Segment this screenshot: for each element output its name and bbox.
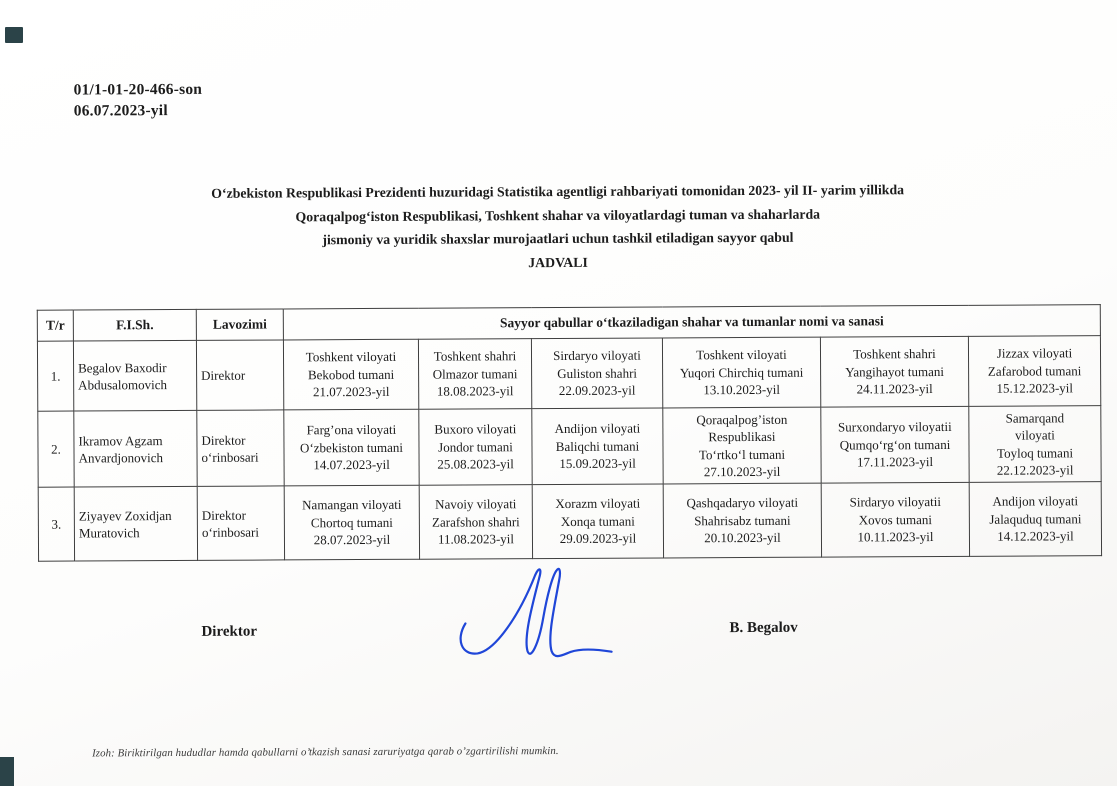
table-header-fish: F.I.Sh. (73, 309, 196, 341)
row-number: 2. (38, 411, 74, 487)
director-label: Direktor (201, 623, 258, 640)
table-row (38, 406, 1101, 488)
visit-cell: Navoiy viloyati Zarafshon shahri 11.08.2023-yil (419, 485, 532, 560)
visit-cell: Toshkent viloyati Bekobod tumani 21.07.2023-yil (283, 339, 418, 410)
visit-cell: Farg’ona viloyati O‘zbekiston tumani 14.07.2023-yil (284, 409, 419, 486)
ref-date: 06.07.2023-yil (73, 102, 168, 120)
visit-cell: Surxondaryo viloyatii Qumqo‘rg‘on tumani 17.11.2023-yil (821, 406, 969, 483)
person-position: Direktor (196, 340, 283, 410)
table-header-lavozimi: Lavozimi (196, 309, 283, 340)
table-row (37, 336, 1100, 412)
visit-cell: Sirdaryo viloyatii Xovos tumani 10.11.2023-yil (821, 482, 969, 557)
table-row (38, 482, 1101, 562)
visit-cell: Qoraqalpog’iston Respublikasi To‘rtko‘l tumani 27.10.2023-yil (663, 407, 821, 484)
signer-name: B. Begalov (729, 619, 798, 637)
person-name: Ziyayev Zoxidjan Muratovich (74, 486, 197, 561)
table-header-tr: T/r (37, 310, 73, 341)
document-title-line-3: jismoniy va yuridik shaxslar murojaatlari uchun tashkil etiladigan sayyor qabul (322, 229, 794, 248)
visit-cell: Namangan viloyati Chortoq tumani 28.07.2023-yil (284, 485, 419, 560)
visit-cell: Samarqand viloyati Toyloq tumani 22.12.2023-yil (969, 406, 1101, 483)
person-position: Direktor o‘rinbosari (197, 410, 284, 486)
schedule-table (37, 304, 1102, 562)
signature-ink-stroke (460, 569, 611, 657)
person-position: Direktor o‘rinbosari (197, 486, 284, 560)
footnote-text: Izoh: Biriktirilgan hududlar hamda qabullarni o’tkazish sanasi zaruriyatga qarab o’zgartirilishi mumkin. (92, 745, 559, 760)
document-title (54, 177, 1061, 276)
visit-cell: Xorazm viloyati Xonqa tumani 29.09.2023-yil (532, 484, 663, 559)
ref-number: 01/1-01-20-466-son (73, 80, 203, 99)
visit-cell: Jizzax viloyati Zafarobod tumani 15.12.2023-yil (968, 336, 1100, 407)
person-name: Begalov Baxodir Abdusalomovich (73, 340, 196, 411)
person-name: Ikramov Agzam Anvardjonovich (74, 410, 197, 487)
visit-cell: Andijon viloyati Baliqchi tumani 15.09.2023-yil (532, 408, 663, 485)
row-number: 3. (38, 487, 74, 561)
document-title-jadvali: JADVALI (528, 254, 588, 270)
visit-cell: Andijon viloyati Jalaquduq tumani 14.12.2023-yil (969, 482, 1101, 557)
visit-cell: Toshkent shahri Olmazor tumani 18.08.2023-yil (418, 339, 531, 410)
visit-cell: Toshkent viloyati Yuqori Chirchiq tumani 13.10.2023-yil (662, 337, 820, 408)
reference-block (74, 79, 203, 122)
row-number: 1. (37, 341, 73, 411)
handwritten-signature (449, 565, 630, 671)
visit-cell: Qashqadaryo viloyati Shahrisabz tumani 20.10.2023-yil (663, 483, 821, 558)
table-header-visits-span: Sayyor qabullar o‘tkaziladigan shahar va tumanlar nomi va sanasi (283, 305, 1100, 340)
visit-cell: Toshkent shahri Yangihayot tumani 24.11.2023-yil (820, 336, 968, 407)
visit-cell: Sirdaryo viloyati Guliston shahri 22.09.2023-yil (531, 338, 662, 409)
visit-cell: Buxoro viloyati Jondor tumani 25.08.2023-yil (419, 409, 532, 486)
document-title-line-1: O‘zbekiston Respublikasi Prezidenti huzuridagi Statistika agentligi rahbariyati tomonidan 2023- yil II- yarim yillikda (211, 182, 905, 201)
document-title-line-2: Qoraqalpog‘iston Respublikasi, Toshkent shahar va viloyatlardagi tuman va shaharlarda (295, 206, 821, 224)
